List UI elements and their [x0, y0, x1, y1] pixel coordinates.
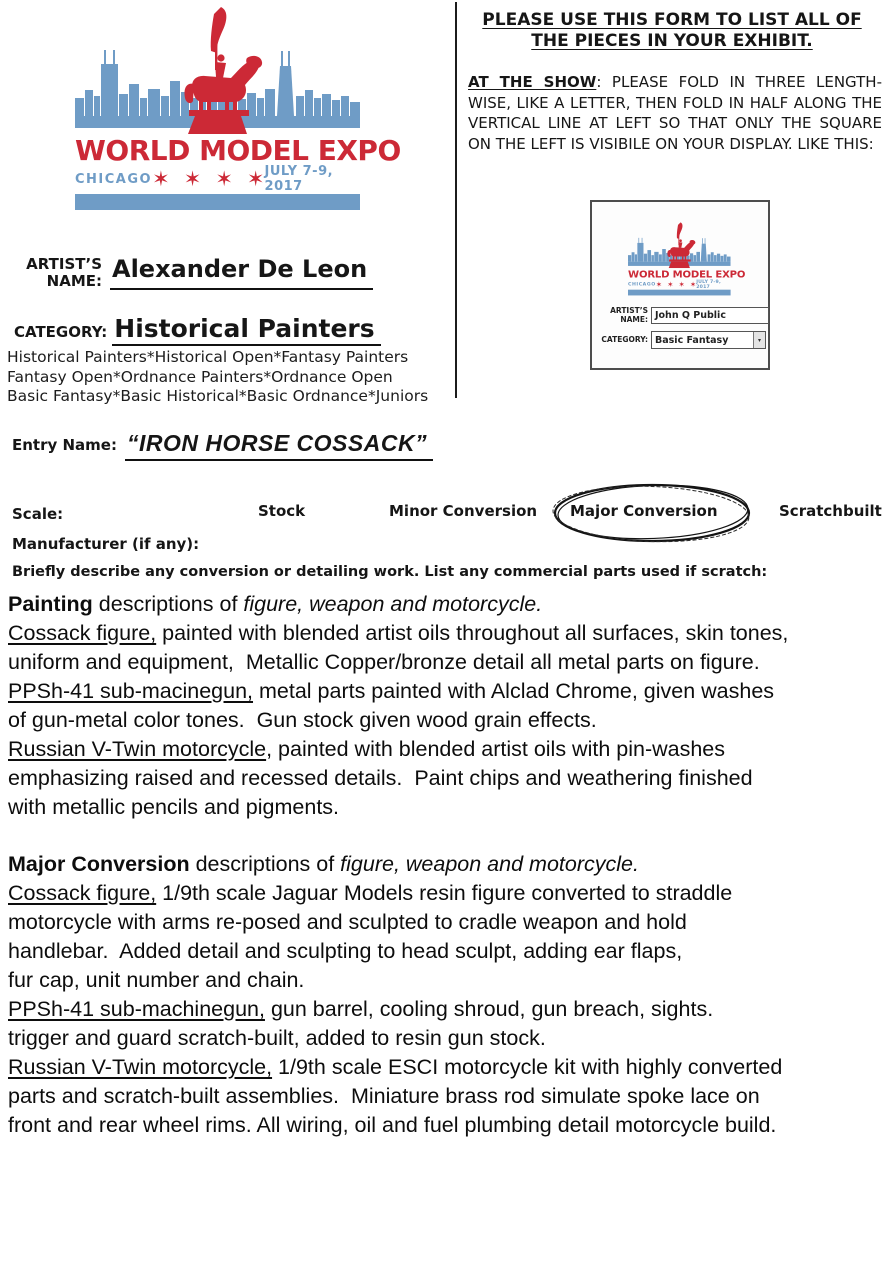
description-line: parts and scratch-built assemblies. Miniature brass rod simulate spoke lace on: [8, 1084, 760, 1108]
star-icon: ✶: [667, 279, 674, 289]
description-line: Russian V-Twin motorcycle, painted with blended artist oils with pin-washes: [8, 737, 726, 761]
thumbnail-artist-row: [598, 307, 769, 324]
description-line: handlebar. Added detail and sculpting to head sculpt, adding ear flaps,: [8, 939, 683, 963]
artist-name-row: [14, 256, 373, 290]
manufacturer-label: Manufacturer (if any):: [12, 535, 200, 553]
scale-label: Scale:: [12, 505, 64, 523]
category-value: Historical Painters: [112, 316, 380, 346]
description-line: Cossack figure, 1/9th scale Jaguar Models resin figure converted to straddle: [8, 881, 733, 905]
star-icon: ✶: [689, 279, 697, 289]
dropdown-arrow-icon[interactable]: ▾: [753, 332, 765, 348]
artist-name-label: ARTIST’S NAME:: [26, 255, 102, 290]
description-paragraph: [8, 850, 888, 1140]
fold-divider-line: [455, 2, 457, 398]
star-icon: ✶: [152, 166, 170, 191]
logo-flag-bar: [628, 290, 731, 296]
description-line: trigger and guard scratch-built, added to resin gun stock.: [8, 1026, 546, 1050]
category-options-list: [7, 348, 428, 407]
artist-name-value: Alexander De Leon: [110, 256, 373, 290]
thumbnail-category-select[interactable]: [651, 331, 766, 349]
description-line: Painting descriptions of figure, weapon and motorcycle.: [8, 592, 543, 616]
logo-stars: [656, 281, 696, 289]
category-options-line: Basic Fantasy*Basic Historical*Basic Ordnance*Juniors: [7, 387, 429, 405]
category-options-line: Historical Painters*Historical Open*Fantasy Painters: [7, 348, 409, 366]
scale-option-scratchbuilt[interactable]: Scratchbuilt: [779, 502, 882, 520]
thumbnail-expo-logo: [628, 222, 746, 295]
description-line: uniform and equipment, Metallic Copper/bronze detail all metal parts on figure.: [8, 650, 760, 674]
instructions-title: [460, 10, 884, 52]
thumbnail-category-label: CATEGORY:: [601, 334, 648, 344]
logo-wordmark: WORLD MODEL EXPO: [75, 134, 401, 167]
description-line: motorcycle with arms re-posed and sculpted to cradle weapon and hold: [8, 910, 687, 934]
description-line: PPSh-41 sub-machinegun, gun barrel, cooling shroud, gun breach, sights.: [8, 997, 714, 1021]
chicago-skyline-statue-icon: [628, 222, 731, 268]
expo-logo: [75, 6, 401, 210]
logo-dates-label: JULY 7-9, 2017: [264, 164, 334, 194]
description-paragraph: [8, 590, 888, 822]
scale-option-major-conversion[interactable]: Major Conversion: [570, 502, 718, 520]
folded-form-thumbnail: [590, 200, 770, 370]
logo-dates-label: JULY 7-9, 2017: [696, 278, 721, 290]
scale-option-stock[interactable]: Stock: [258, 502, 306, 520]
description-line: Major Conversion descriptions of figure, weapon and motorcycle.: [8, 852, 639, 876]
logo-city-label: CHICAGO: [75, 171, 153, 187]
description-line: Cossack figure, painted with blended artist oils throughout all surfaces, skin tones,: [8, 621, 789, 645]
category-options-line: Fantasy Open*Ordnance Painters*Ordnance Open: [7, 367, 393, 386]
description-text: [8, 590, 888, 1140]
at-the-show-text: : PLEASE FOLD IN THREE LENGTH-WISE, LIKE A LETTER, THEN FOLD IN HALF ALONG THE VERTICAL LINE AT LEFT SO THAT ONLY THE SQUARE ON THE LEFT IS VISIBILE ON YOUR DISPLAY. LIKE THIS:: [468, 73, 882, 153]
logo-city-label: CHICAGO: [628, 281, 656, 287]
logo-wordmark: WORLD MODEL EXPO: [628, 268, 746, 280]
description-line: Russian V-Twin motorcycle, 1/9th scale ESCI motorcycle kit with highly converted: [8, 1055, 783, 1079]
entry-name-row: [12, 430, 433, 461]
category-row: [14, 316, 381, 346]
logo-flag-bar: [75, 194, 360, 210]
description-line: front and rear wheel rims. All wiring, oil and fuel plumbing detail motorcycle build.: [8, 1113, 777, 1137]
instructions-title-line2: THE PIECES IN YOUR EXHIBIT.: [531, 31, 813, 51]
star-icon: ✶: [183, 166, 202, 191]
scale-option-minor-conversion[interactable]: Minor Conversion: [389, 502, 538, 520]
thumbnail-logo-slot: [628, 222, 746, 298]
star-icon: ✶: [655, 279, 663, 289]
instructions-title-line1: PLEASE USE THIS FORM TO LIST ALL OF: [482, 10, 862, 30]
entry-name-label: Entry Name:: [12, 436, 117, 454]
description-line: PPSh-41 sub-macinegun, metal parts painted with Alclad Chrome, given washes: [8, 679, 775, 703]
description-line: emphasizing raised and recessed details. Paint chips and weathering finished: [8, 766, 753, 790]
description-line: fur cap, unit number and chain.: [8, 968, 305, 992]
star-icon: ✶: [215, 166, 233, 191]
at-the-show-label: AT THE SHOW: [468, 73, 597, 91]
thumbnail-category-value: Basic Fantasy: [655, 334, 729, 346]
instructions-paragraph: [468, 72, 882, 154]
describe-prompt: Briefly describe any conversion or detailing work. List any commercial parts used if scratch:: [12, 564, 768, 580]
description-line: of gun-metal color tones. Gun stock given wood grain effects.: [8, 708, 597, 732]
thumbnail-artist-label: ARTIST’S NAME:: [610, 306, 648, 324]
thumbnail-artist-input[interactable]: John Q Public: [651, 307, 769, 324]
description-line: with metallic pencils and pigments.: [8, 795, 340, 819]
star-icon: ✶: [246, 166, 265, 191]
thumbnail-category-row: [598, 331, 766, 349]
category-label: CATEGORY:: [14, 323, 108, 341]
entry-name-value: “IRON HORSE COSSACK”: [125, 430, 433, 461]
logo-stars: [152, 166, 265, 191]
star-icon: ✶: [678, 279, 685, 289]
chicago-skyline-statue-icon: [75, 6, 360, 134]
